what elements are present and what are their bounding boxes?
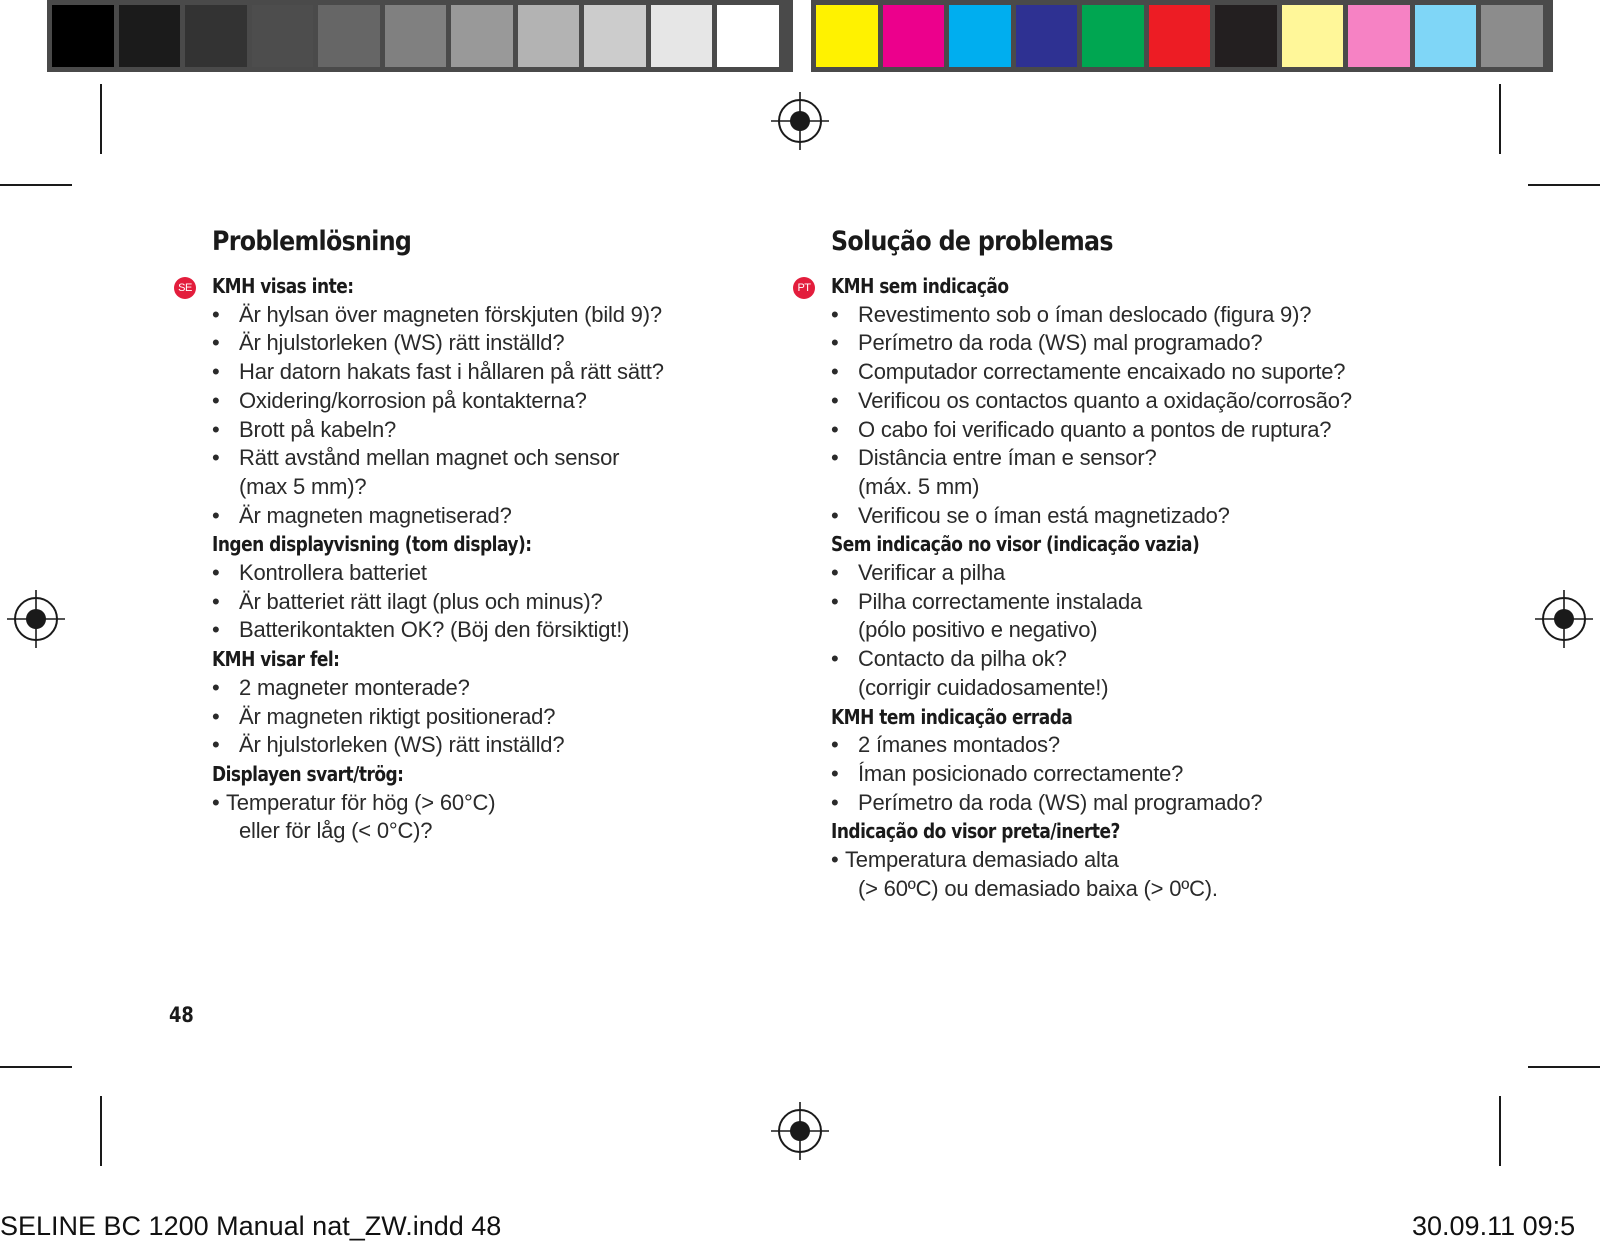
checklist-item bbox=[831, 846, 1471, 903]
item-text: Batterikontakten OK? (Böj den försiktigt!) bbox=[239, 617, 630, 643]
item-text: Är hylsan över magneten förskjuten (bild 9)? bbox=[239, 301, 662, 327]
gray-patch bbox=[651, 5, 713, 67]
item-text: Har datorn hakats fast i hållaren på rätt sätt? bbox=[239, 359, 664, 385]
process-colorbar bbox=[811, 0, 1553, 72]
bullet-icon: • bbox=[212, 617, 220, 643]
checklist-item bbox=[212, 588, 772, 617]
gray-patch bbox=[185, 5, 247, 67]
item-text: (corrigir cuidadosamente!) bbox=[858, 674, 1109, 700]
bullet-icon: • bbox=[831, 560, 839, 585]
crop-mark bbox=[0, 184, 72, 186]
bullet-icon: • bbox=[831, 359, 839, 385]
checklist-item bbox=[212, 387, 772, 416]
section-title: Solução de problemas bbox=[831, 226, 1113, 257]
item-text: Är batteriet rätt ilagt (plus och minus)? bbox=[239, 588, 603, 614]
section-portuguese bbox=[797, 222, 1471, 903]
checklist-item bbox=[212, 329, 772, 358]
crop-mark bbox=[1528, 184, 1600, 186]
registration-mark-icon bbox=[771, 92, 829, 150]
item-text: Perímetro da roda (WS) mal programado? bbox=[858, 330, 1263, 356]
bullet-icon: • bbox=[831, 789, 839, 815]
registration-mark-icon bbox=[1535, 590, 1593, 648]
color-patch bbox=[1149, 5, 1211, 67]
checklist-item bbox=[831, 789, 1471, 818]
bullet-icon: • bbox=[212, 732, 220, 758]
crop-mark bbox=[1528, 1066, 1600, 1068]
item-text: eller för låg (< 0°C)? bbox=[239, 818, 433, 844]
crop-mark bbox=[1499, 1096, 1501, 1166]
gray-patch bbox=[252, 5, 314, 67]
color-patch bbox=[1082, 5, 1144, 67]
item-text: Är magneten riktigt positionerad? bbox=[239, 703, 556, 729]
gray-patch bbox=[584, 5, 646, 67]
item-text: Perímetro da roda (WS) mal programado? bbox=[858, 789, 1263, 815]
item-text: Brott på kabeln? bbox=[239, 416, 397, 442]
item-text: (máx. 5 mm) bbox=[858, 473, 980, 499]
section-swedish bbox=[178, 222, 772, 846]
crop-mark bbox=[100, 84, 102, 154]
bullet-icon: • bbox=[831, 387, 839, 413]
bullet-icon: • bbox=[212, 560, 220, 585]
checklist-item bbox=[212, 358, 772, 387]
gray-patch bbox=[717, 5, 779, 67]
item-text: Temperatura demasiado alta bbox=[845, 847, 1119, 872]
gray-patch bbox=[518, 5, 580, 67]
color-patch bbox=[1415, 5, 1477, 67]
checklist-item bbox=[212, 502, 772, 531]
registration-mark-icon bbox=[7, 590, 65, 648]
bullet-icon: • bbox=[831, 445, 839, 471]
language-badge: SE bbox=[174, 277, 196, 299]
bullet-icon: • bbox=[831, 301, 839, 327]
item-text: (> 60ºC) ou demasiado baixa (> 0ºC). bbox=[858, 875, 1218, 901]
checklist-item bbox=[212, 559, 772, 588]
color-patch bbox=[1215, 5, 1277, 67]
color-patch bbox=[1481, 5, 1543, 67]
item-text: Verificou se o íman está magnetizado? bbox=[858, 502, 1230, 528]
item-text: (pólo positivo e negativo) bbox=[858, 617, 1098, 643]
color-patch bbox=[816, 5, 878, 67]
bullet-icon: • bbox=[212, 588, 220, 614]
crop-mark bbox=[0, 1066, 72, 1068]
troubleshoot-heading: Displayen svart/trög: bbox=[212, 761, 404, 786]
checklist-item bbox=[212, 703, 772, 732]
crop-mark bbox=[100, 1096, 102, 1166]
troubleshoot-heading: KMH visar fel: bbox=[212, 647, 340, 672]
bullet-icon: • bbox=[212, 445, 220, 471]
bullet-icon: • bbox=[831, 416, 839, 442]
troubleshoot-heading: KMH sem indicação bbox=[831, 274, 1009, 298]
checklist-item bbox=[831, 416, 1471, 445]
bullet-icon: • bbox=[831, 760, 839, 786]
checklist-item bbox=[831, 329, 1471, 358]
bullet-icon: • bbox=[212, 502, 220, 528]
slug-datetime: 30.09.11 09:5 bbox=[1412, 1211, 1576, 1241]
bullet-icon: • bbox=[212, 674, 220, 700]
item-text: Är hjulstorleken (WS) rätt inställd? bbox=[239, 732, 565, 758]
gray-patch bbox=[318, 5, 380, 67]
troubleshoot-heading: Sem indicação no visor (indicação vazia) bbox=[831, 532, 1200, 557]
bullet-icon: • bbox=[212, 387, 220, 413]
checklist-item bbox=[212, 444, 772, 501]
item-text: O cabo foi verificado quanto a pontos de ruptura? bbox=[858, 416, 1332, 442]
color-patch bbox=[883, 5, 945, 67]
item-text: Oxidering/korrosion på kontakterna? bbox=[239, 387, 587, 413]
item-text: Íman posicionado correctamente? bbox=[858, 760, 1184, 786]
checklist-item bbox=[831, 444, 1471, 501]
registration-mark-icon bbox=[771, 1102, 829, 1160]
checklist-item bbox=[831, 358, 1471, 387]
color-patch bbox=[949, 5, 1011, 67]
checklist-item bbox=[831, 760, 1471, 789]
checklist-item bbox=[831, 645, 1471, 702]
color-patch bbox=[1016, 5, 1078, 67]
gray-patch bbox=[451, 5, 513, 67]
bullet-icon: • bbox=[831, 646, 839, 672]
troubleshoot-heading: Indicação do visor preta/inerte? bbox=[831, 819, 1120, 844]
checklist-item bbox=[831, 588, 1471, 645]
bullet-icon: • bbox=[212, 789, 220, 815]
checklist-item bbox=[831, 387, 1471, 416]
troubleshoot-heading: Ingen displayvisning (tom display): bbox=[212, 532, 532, 557]
gray-patch bbox=[52, 5, 114, 67]
item-text: Computador correctamente encaixado no suporte? bbox=[858, 359, 1346, 385]
checklist-item bbox=[831, 301, 1471, 330]
checklist-item bbox=[212, 416, 772, 445]
bullet-icon: • bbox=[831, 330, 839, 356]
item-text: Temperatur för hög (> 60°C) bbox=[226, 789, 496, 815]
bullet-icon: • bbox=[831, 588, 839, 614]
checklist-item bbox=[831, 559, 1471, 588]
checklist-item bbox=[212, 789, 772, 846]
item-text: Contacto da pilha ok? bbox=[858, 646, 1067, 672]
bullet-icon: • bbox=[212, 301, 220, 327]
checklist-item bbox=[831, 731, 1471, 760]
checklist-item bbox=[212, 674, 772, 703]
slug-filename: SELINE BC 1200 Manual nat_ZW.indd 48 bbox=[0, 1211, 502, 1241]
item-text: Kontrollera batteriet bbox=[239, 560, 427, 585]
checklist-item bbox=[212, 301, 772, 330]
color-patch bbox=[1282, 5, 1344, 67]
bullet-icon: • bbox=[212, 330, 220, 356]
bullet-icon: • bbox=[212, 416, 220, 442]
troubleshoot-heading: KMH tem indicação errada bbox=[831, 704, 1073, 729]
item-text: Är hjulstorleken (WS) rätt inställd? bbox=[239, 330, 565, 356]
item-text: Är magneten magnetiserad? bbox=[239, 502, 512, 528]
bullet-icon: • bbox=[831, 502, 839, 528]
language-badge: PT bbox=[793, 277, 815, 299]
item-text: Rätt avstånd mellan magnet och sensor bbox=[239, 445, 620, 471]
item-text: Pilha correctamente instalada bbox=[858, 588, 1143, 614]
checklist-item bbox=[831, 502, 1471, 531]
item-text: Verificou os contactos quanto a oxidação/corrosão? bbox=[858, 387, 1352, 413]
item-text: 2 magneter monterade? bbox=[239, 674, 470, 700]
item-text: (max 5 mm)? bbox=[239, 473, 367, 499]
bullet-icon: • bbox=[831, 847, 839, 872]
item-text: Verificar a pilha bbox=[858, 560, 1006, 585]
troubleshoot-heading: KMH visas inte: bbox=[212, 274, 354, 298]
item-text: 2 ímanes montados? bbox=[858, 732, 1060, 758]
gray-patch bbox=[119, 5, 181, 67]
grayscale-colorbar bbox=[47, 0, 793, 72]
bullet-icon: • bbox=[212, 359, 220, 385]
item-text: Distância entre íman e sensor? bbox=[858, 445, 1157, 471]
item-text: Revestimento sob o íman deslocado (figura 9)? bbox=[858, 301, 1312, 327]
gray-patch bbox=[385, 5, 447, 67]
bullet-icon: • bbox=[831, 732, 839, 758]
page-number: 48 bbox=[169, 1003, 194, 1027]
section-title: Problemlösning bbox=[212, 226, 412, 257]
color-patch bbox=[1348, 5, 1410, 67]
checklist-item bbox=[212, 731, 772, 760]
checklist-item bbox=[212, 616, 772, 645]
crop-mark bbox=[1499, 84, 1501, 154]
bullet-icon: • bbox=[212, 703, 220, 729]
